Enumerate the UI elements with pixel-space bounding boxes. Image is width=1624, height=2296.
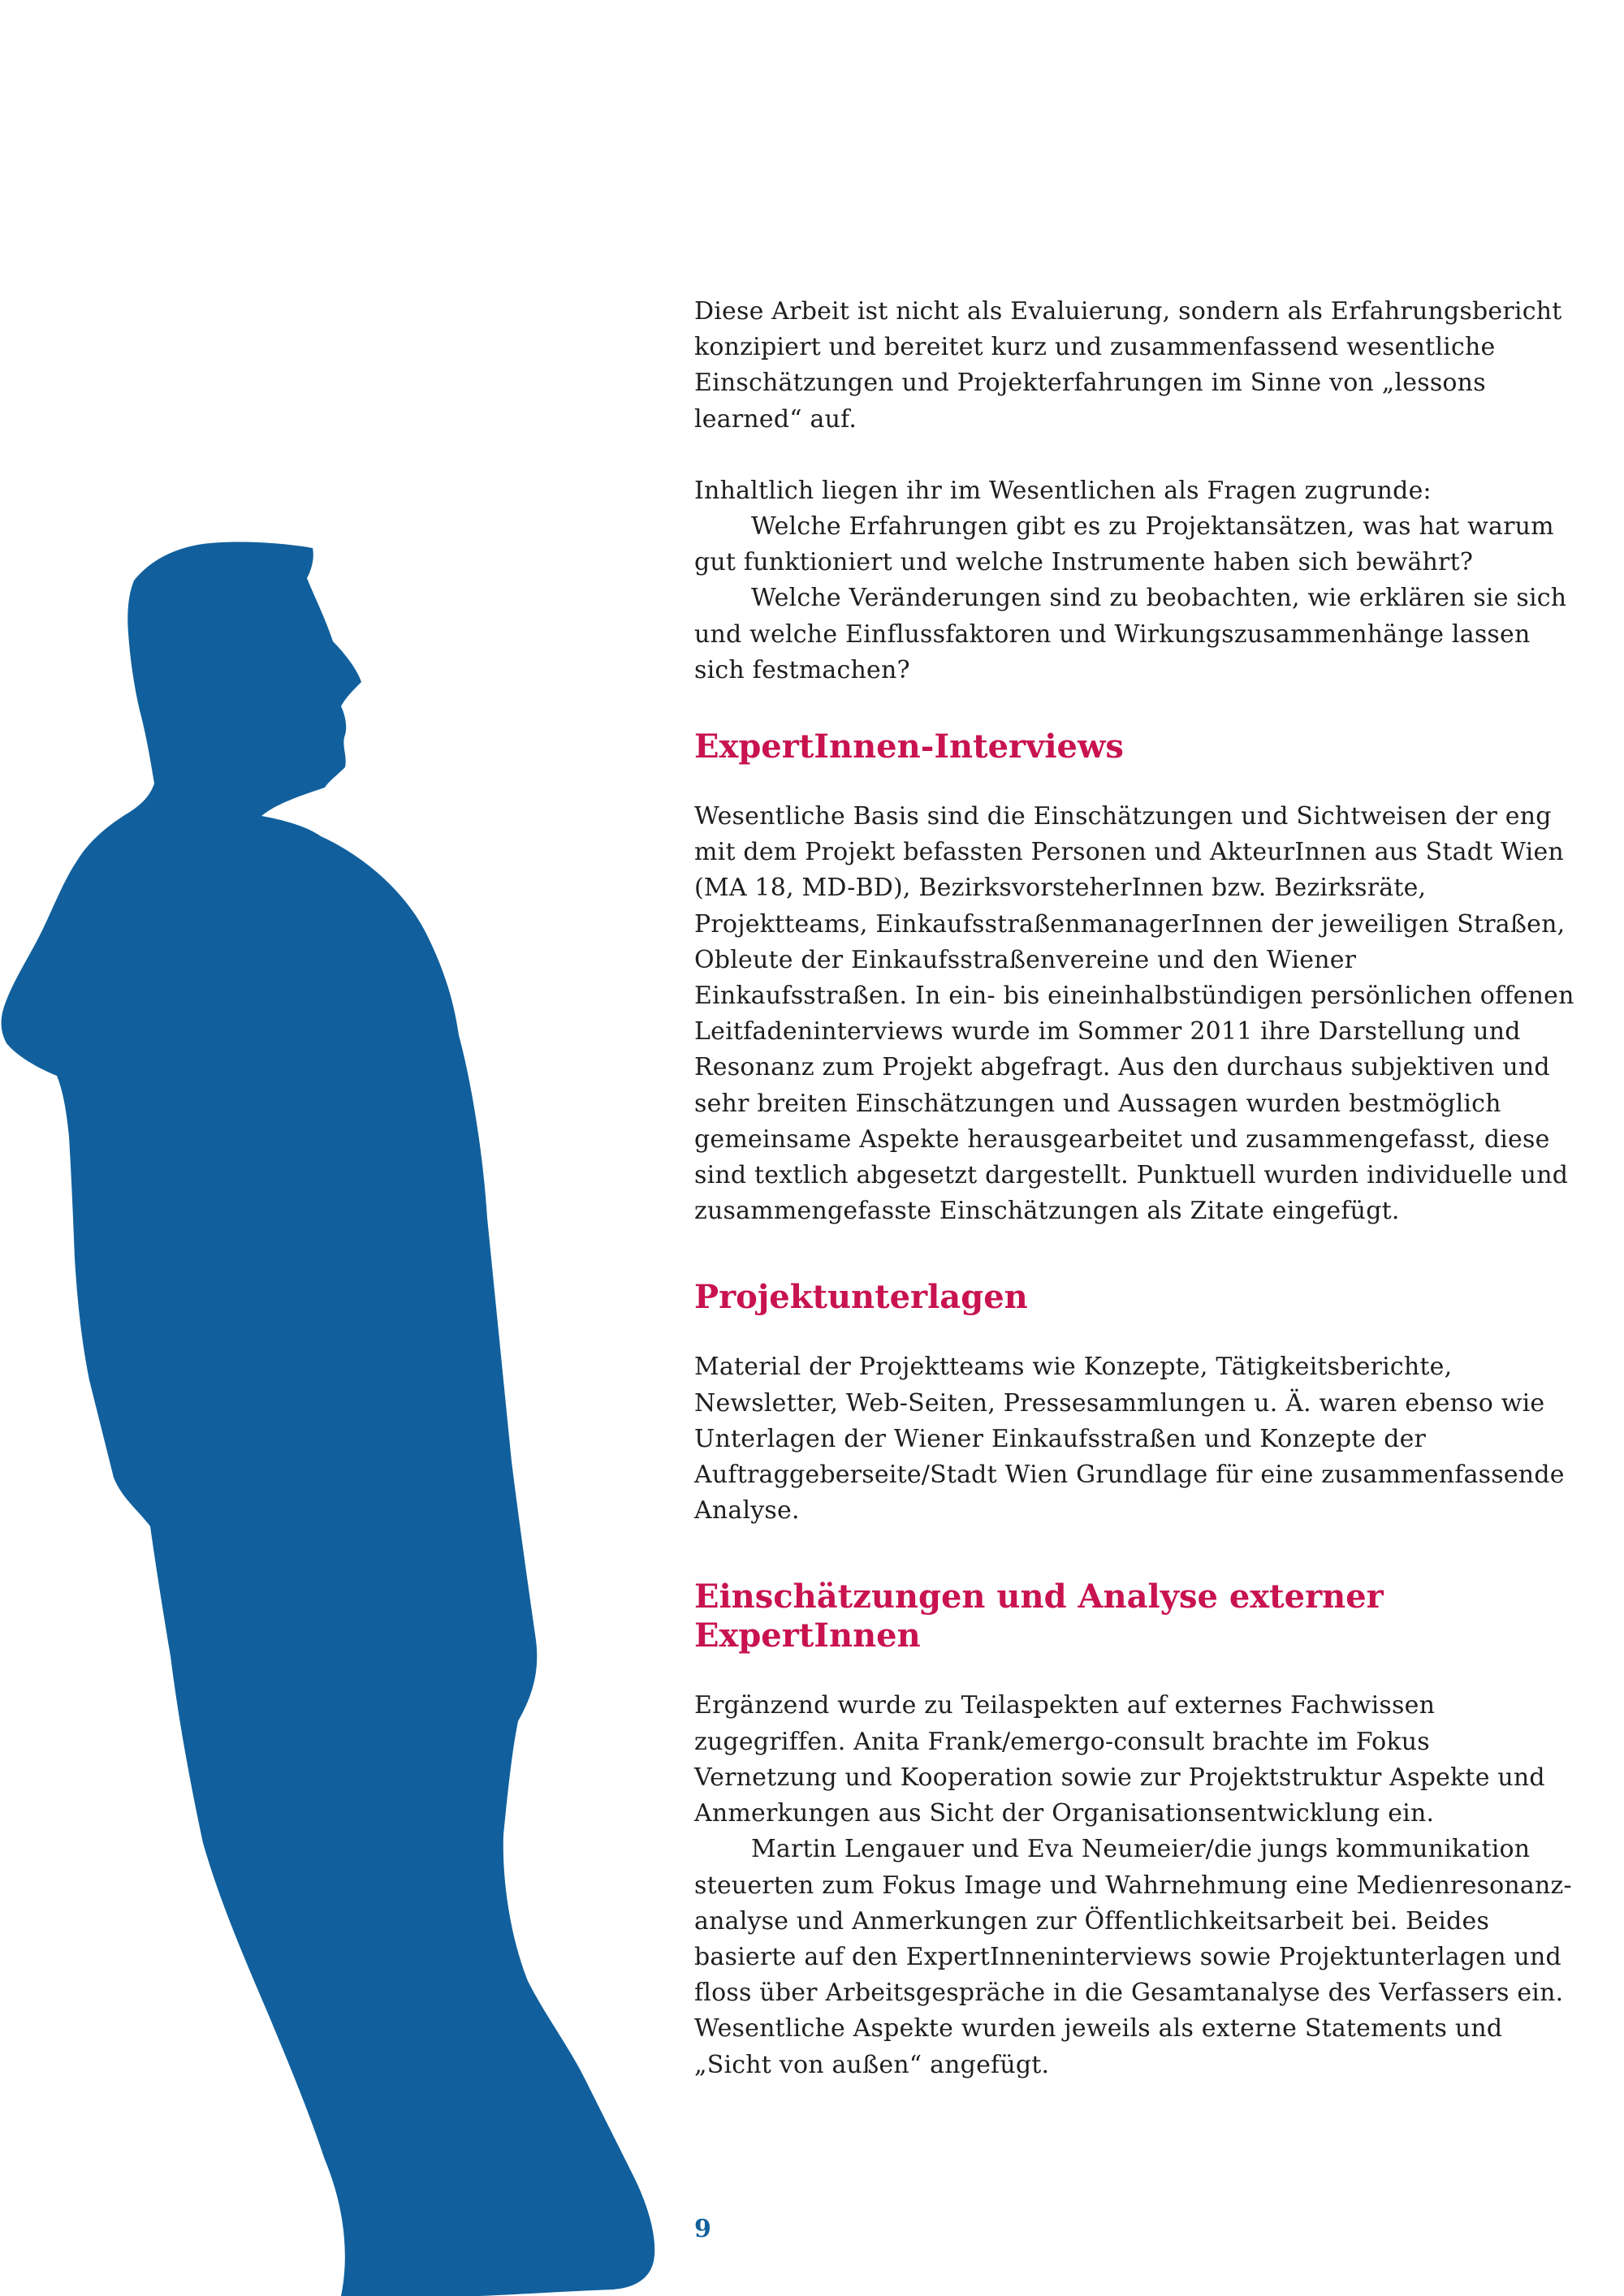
main-content — [694, 294, 1575, 2083]
unterlagen-paragraph: Material der Projektteams wie Konzepte, Tätigkeitsberichte, Newsletter, Web-Seiten, Pressesammlungen u. Ä. waren ebenso wie Unterlagen der Wiener Einkaufsstraßen und Konzepte der Auftraggeberseite/Stadt Wien Grundlage für eine zusammenfassende Analyse. — [694, 1353, 1565, 1526]
intro-paragraph: Diese Arbeit ist nicht als Evaluierung, sondern als Erfahrungsbericht konzipiert und bereitet kurz und zusammenfassend wesentliche Einschätzungen und Projekterfahrungen im Sinne von „lessons learned“ auf. — [694, 297, 1562, 434]
heading-projektunterlagen: Projektunterlagen — [694, 1278, 1028, 1317]
spacer — [694, 438, 1575, 473]
extern-paragraph-2: Martin Lengauer und Eva Neumeier/die jungs kommunikation steuerten zum Fokus Image und Wahrnehmung eine Medienresonanzanalyse und Anmerkungen zur Öffentlichkeitsarbeit bei. Beides basierte auf den ExpertInneninterviews sowie Projektunterlagen und floss über Arbeitsgespräche in die Gesamtanalyse des Verfassers ein. Wesentliche Aspekte wurden jeweils als externe Statements und „Sicht von außen“ angefügt. — [694, 1835, 1572, 2079]
interviews-paragraph: Wesentliche Basis sind die Einschätzungen und Sichtweisen der eng mit dem Projekt befassten Personen und AkteurInnen aus Stadt Wien (MA 18, MD-BD), BezirksvorsteherInnen bzw. Bezirksräte, Projektteams, EinkaufsstraßenmanagerInnen der jeweiligen Straßen, Obleute der Einkaufsstraßenvereine und den Wiener Einkaufsstraßen. In ein- bis eineinhalbstündigen persönlichen offenen Leitfadeninterviews wurde im Sommer 2011 ihre Darstellung und Resonanz zum Projekt abgefragt. Aus den durchaus subjektiven und sehr breiten Einschätzungen und Aussagen wurden bestmöglich gemeinsame Aspekte herausgearbeitet und zusammengefasst, diese sind textlich abgesetzt dargestellt. Punktuell wurden individuelle und zusammengefasste Einschätzungen als Zitate eingefügt. — [694, 802, 1574, 1226]
extern-paragraph-1: Ergänzend wurde zu Teilaspekten auf externes Fachwissen zugegriffen. Anita Frank/emergo-consult brachte im Fokus Vernetzung und Kooperation sowie zur Projektstruktur Aspekte und Anmerkungen aus Sicht der Organisationsentwicklung ein. — [694, 1691, 1545, 1828]
intro-questions-lead: Inhaltlich liegen ihr im Wesentlichen als Fragen zugrunde: — [694, 476, 1432, 505]
heading-externe-expertinnen: Einschätzungen und Analyse externer ExpertInnen — [694, 1577, 1384, 1655]
heading-expertinnen-interviews: ExpertInnen-Interviews — [694, 727, 1124, 766]
intro-question-2: Welche Veränderungen sind zu beobachten, wie erklären sie sich und welche Einflussfaktoren und Wirkungszusammenhänge lassen sich festmachen? — [694, 584, 1567, 684]
page-number: 9 — [694, 2215, 711, 2243]
intro-question-1: Welche Erfahrungen gibt es zu Projektansätzen, was hat warum gut funktioniert und welche Instrumente haben sich bewährt? — [694, 512, 1554, 577]
